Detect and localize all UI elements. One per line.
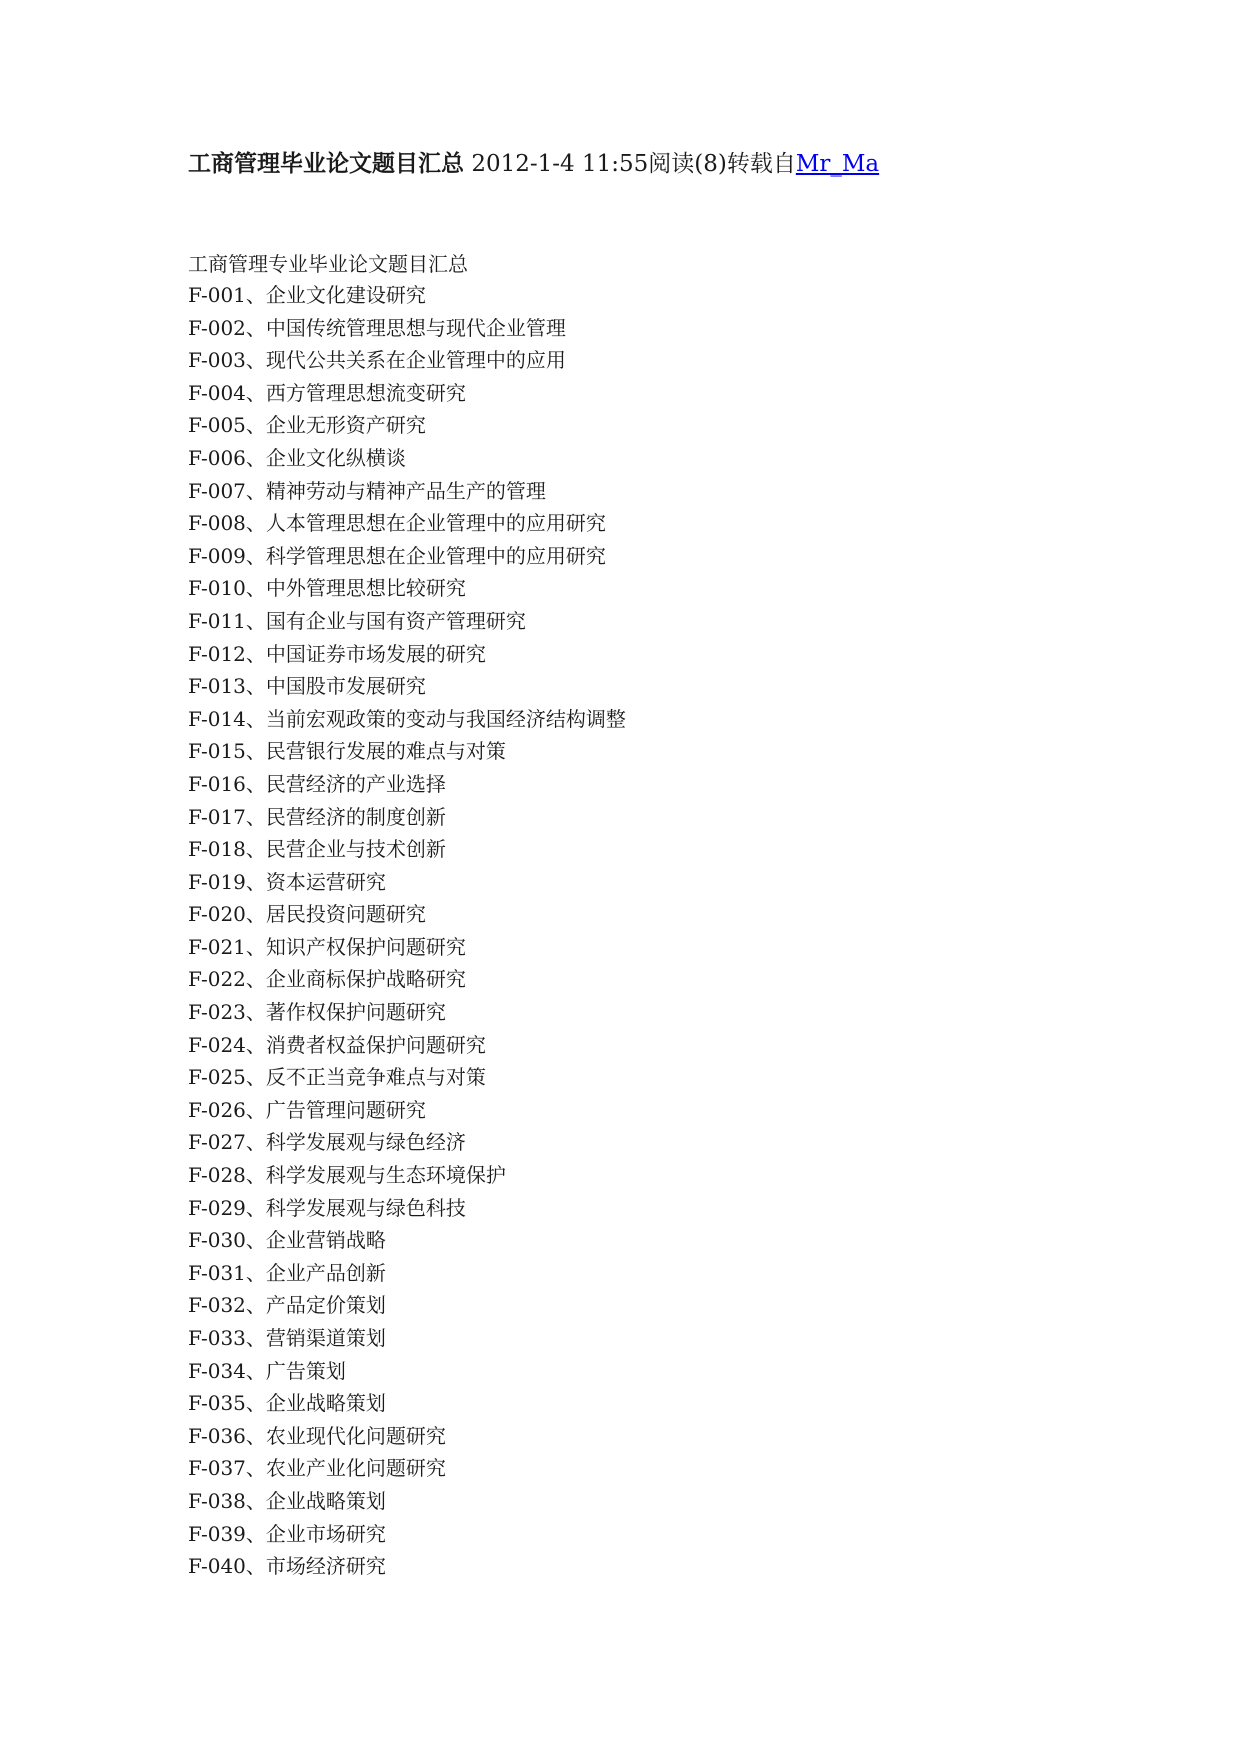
topic-item: F-032、产品定价策划 (188, 1293, 386, 1318)
topic-item: F-035、企业战略策划 (188, 1391, 386, 1416)
topic-list (188, 279, 626, 1583)
topic-item: F-034、广告策划 (188, 1358, 346, 1383)
topic-item: F-020、居民投资问题研究 (188, 902, 426, 927)
topic-item: F-037、农业产业化问题研究 (188, 1456, 446, 1481)
topic-item: F-028、科学发展观与生态环境保护 (188, 1163, 506, 1188)
post-meta: 2012-1-4 11:55阅读(8)转载自 (471, 151, 796, 177)
topic-item: F-001、企业文化建设研究 (188, 283, 426, 307)
topic-item: F-021、知识产权保护问题研究 (188, 934, 466, 959)
topic-item: F-038、企业战略策划 (188, 1488, 386, 1513)
page-title: 工商管理毕业论文题目汇总 (188, 150, 464, 177)
document-subtitle: 工商管理专业毕业论文题目汇总 (188, 252, 468, 276)
page-header (188, 148, 879, 180)
topic-item: F-017、民营经济的制度创新 (188, 804, 446, 829)
author-link[interactable]: Mr_Ma (795, 151, 880, 177)
topic-item: F-019、资本运营研究 (188, 869, 386, 894)
topic-item: F-005、企业无形资产研究 (188, 413, 426, 438)
topic-item: F-033、营销渠道策划 (188, 1326, 386, 1350)
topic-item: F-030、企业营销战略 (188, 1228, 386, 1253)
topic-item: F-031、企业产品创新 (188, 1260, 386, 1285)
topic-item: F-024、消费者权益保护问题研究 (188, 1032, 486, 1057)
topic-item: F-036、农业现代化问题研究 (188, 1423, 446, 1448)
topic-item: F-008、人本管理思想在企业管理中的应用研究 (188, 511, 606, 536)
topic-item: F-009、科学管理思想在企业管理中的应用研究 (188, 543, 606, 568)
topic-item: F-026、广告管理问题研究 (188, 1097, 426, 1122)
topic-item: F-027、科学发展观与绿色经济 (188, 1130, 466, 1155)
topic-item: F-029、科学发展观与绿色科技 (188, 1195, 466, 1220)
topic-item: F-010、中外管理思想比较研究 (188, 576, 466, 601)
topic-item: F-006、企业文化纵横谈 (188, 445, 406, 470)
topic-item: F-003、现代公共关系在企业管理中的应用 (188, 348, 566, 373)
topic-item: F-007、精神劳动与精神产品生产的管理 (188, 478, 546, 503)
topic-item: F-004、西方管理思想流变研究 (188, 380, 466, 405)
topic-item: F-015、民营银行发展的难点与对策 (188, 739, 506, 764)
topic-item: F-040、市场经济研究 (188, 1554, 386, 1579)
topic-item: F-014、当前宏观政策的变动与我国经济结构调整 (188, 706, 626, 731)
topic-item: F-022、企业商标保护战略研究 (188, 967, 466, 992)
topic-item: F-039、企业市场研究 (188, 1521, 386, 1546)
topic-item: F-023、著作权保护问题研究 (188, 1000, 446, 1025)
topic-item: F-002、中国传统管理思想与现代企业管理 (188, 315, 566, 340)
topic-item: F-016、民营经济的产业选择 (188, 771, 446, 796)
topic-item: F-025、反不正当竞争难点与对策 (188, 1065, 486, 1090)
topic-item: F-011、国有企业与国有资产管理研究 (188, 608, 526, 633)
topic-item: F-018、民营企业与技术创新 (188, 837, 446, 862)
topic-item: F-013、中国股市发展研究 (188, 674, 426, 699)
topic-item: F-012、中国证券市场发展的研究 (188, 641, 486, 666)
